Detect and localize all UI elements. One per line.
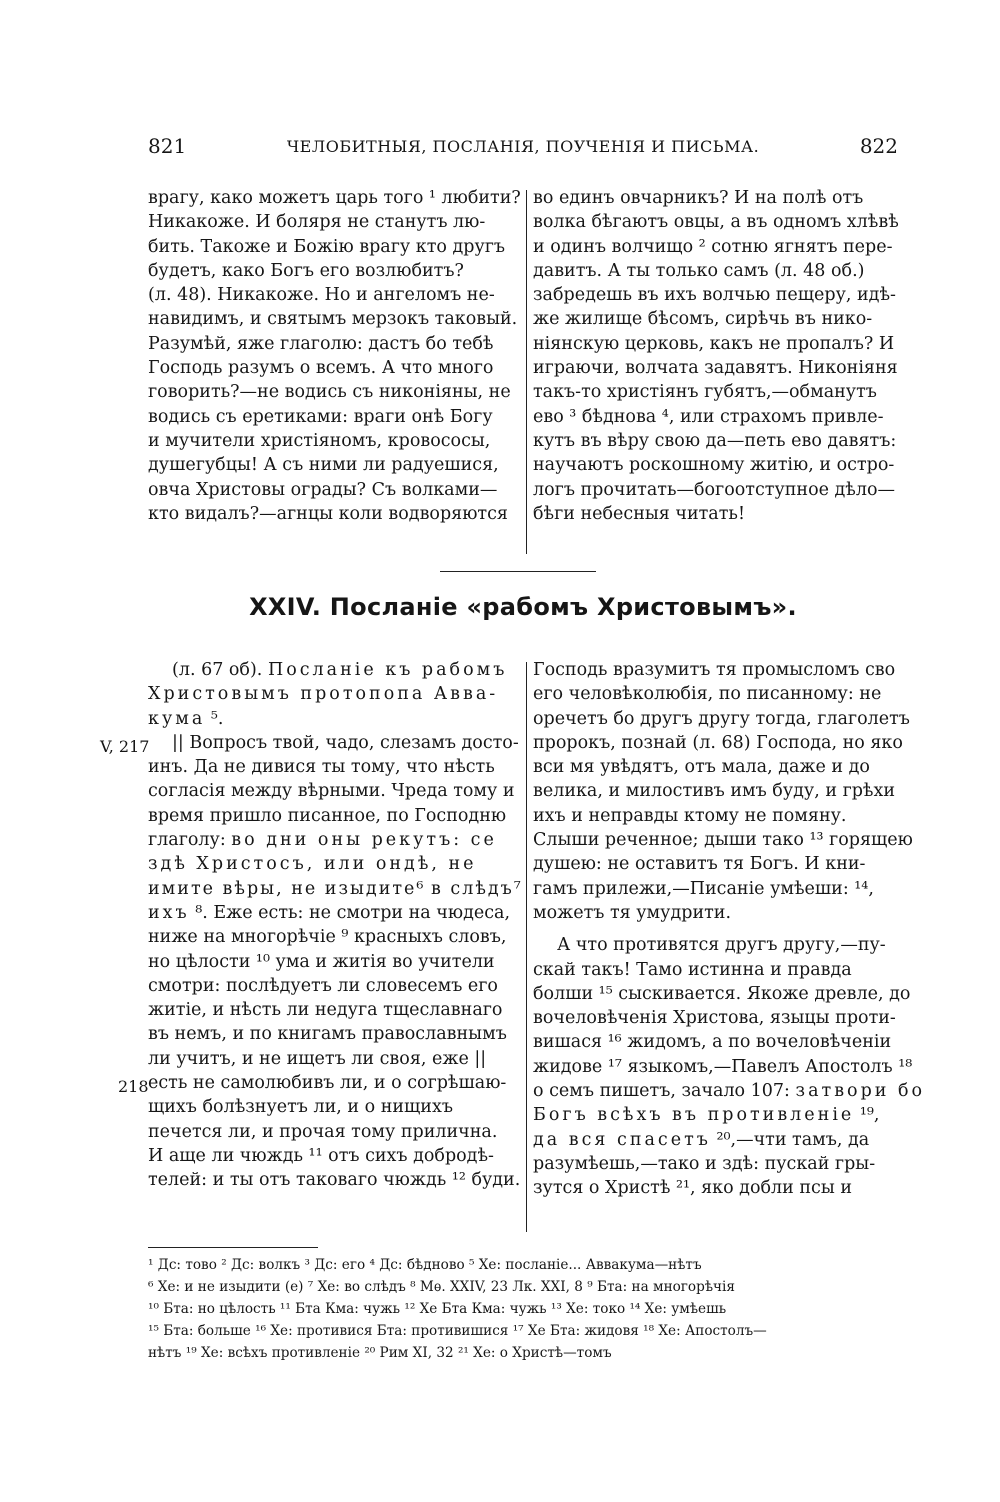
text-line: имите вѣры, не изыдите⁶ в слѣдъ⁷: [148, 878, 521, 899]
text-line: щихъ болѣзнуетъ ли, и о нищихъ: [148, 1097, 453, 1118]
text-line: А что противятся другъ другу,—пу-: [557, 935, 886, 956]
text-line: Разумѣй, яже глаголю: дастъ бо тебѣ: [148, 333, 494, 354]
text-line: играючи, волчата задавятъ. Никоніяня: [533, 358, 898, 379]
text-line: ихъ ⁸. Еже есть: не смотри на чюдеса,: [148, 902, 511, 923]
text-line: согласія между вѣрными. Чреда тому и: [148, 781, 515, 802]
text-line: душегубцы! А съ ними ли радуешися,: [148, 455, 499, 476]
text-line: его человѣколюбія, по писанному: не: [533, 684, 882, 705]
text-line: здѣ Христосъ, или ондѣ, не: [148, 854, 477, 875]
text-line: жидове ¹⁷ языкомъ,—Павелъ Апостолъ ¹⁸: [533, 1056, 913, 1077]
footnote-line: ⁶ Хе: и не изыдити (е) ⁷ Хе: во слѣдъ ⁸ Мѳ. XXIV, 23 Лк. XXI, 8 ⁹ Бта: на многорѣчія: [148, 1279, 735, 1295]
footnote-line: ¹⁰ Бта: но цѣлость ¹¹ Бта Кма: чужь ¹² Хе Бта Кма: чужь ¹³ Хе: токо ¹⁴ Хе: умѣешь: [148, 1301, 727, 1317]
text-line: но цѣлости ¹⁰ ума и житія во учители: [148, 951, 495, 972]
main-text-block: [148, 658, 926, 1233]
main-right-column: [533, 658, 926, 1201]
text-line: (л. 48). Никакоже. Но и ангеломъ не-: [148, 285, 495, 306]
text-line: пророкъ, познай (л. 68) Господа, но яко: [533, 732, 903, 753]
text-line: душею: не оставитъ тя Богъ. И кни-: [533, 854, 866, 875]
footnote-rule: [148, 1247, 318, 1248]
text-line: житіе, и нѣсть ли недуга тщеславнаго: [148, 1000, 503, 1021]
text-line: Христовымъ протопопа Авва-: [148, 684, 499, 705]
text-line: кутъ въ вѣру свою да—петь ево давятъ:: [533, 430, 897, 451]
text-line: можетъ тя умудрити.: [533, 902, 732, 923]
top-right-column: [533, 186, 898, 526]
text-line: Господь вразумитъ тя промысломъ сво: [533, 660, 896, 680]
text-line: ихъ и неправды ктому не помяну.: [533, 805, 847, 826]
footnote-line: ¹⁵ Бта: больше ¹⁶ Хе: противися Бта: противишися ¹⁷ Хе Бта: жидовя ¹⁸ Хе: Апостолъ—: [148, 1323, 767, 1339]
section-separator: [440, 571, 596, 572]
column-divider: [526, 662, 527, 1232]
section-title: XXIV. Посланіе «рабомъ Христовымъ».: [249, 593, 797, 621]
text-line: Никакоже. И боляря не станутъ лю-: [148, 212, 486, 233]
text-line: есть не самолюбивъ ли, и о согрѣшаю-: [148, 1073, 507, 1094]
text-line: научаютъ роскошному житію, и остро-: [533, 455, 895, 476]
text-line: въ немъ, и по книгамъ православнымъ: [148, 1024, 507, 1045]
text-line: и одинъ волчищо ² сотню ягнятъ пере-: [533, 236, 893, 257]
text-line: телей: и ты отъ таковаго чюждь ¹² буди.: [148, 1170, 521, 1191]
text-line: кто видалъ?—агнцы коли водворяются: [148, 503, 508, 524]
text-line: скай такъ! Тамо истинна и правда: [533, 959, 852, 980]
text-line: оречетъ бо другъ другу тогда, глаголетъ: [533, 708, 910, 729]
text-line: Богъ всѣхъ въ противленіе ¹⁹,: [533, 1105, 880, 1126]
text-line: забредешь въ ихъ волчью пещеру, идѣ-: [533, 285, 896, 306]
text-line: волка бѣгаютъ овцы, а въ одномъ хлѣвѣ: [533, 212, 899, 233]
text-line: бить. Такоже и Божію врагу кто другъ: [148, 236, 506, 257]
text-line: глаголу: во дни оны рекутъ: се: [148, 830, 497, 851]
text-line: болши ¹⁵ сыскивается. Якоже древле, до: [533, 983, 911, 1004]
text-line: ниже на многорѣчіе ⁹ красныхъ словъ,: [148, 927, 507, 948]
text-line: разумѣешь,—тако и здѣ: пускай гры-: [533, 1153, 876, 1174]
text-line: вси мя увѣдятъ, отъ мала, даже и до: [533, 757, 870, 778]
text-line: такъ-то христіянъ губятъ,—обманутъ: [533, 382, 877, 403]
text-line: Слыши реченное; дыши тако ¹³ горящею: [533, 830, 913, 851]
text-line: зутся о Христѣ ²¹, яко добли псы и: [533, 1178, 852, 1199]
text-line: о семъ пишетъ, зачало 107: затвори бо: [533, 1081, 926, 1102]
text-line: велика, и милостивъ имъ буду, и грѣхи: [533, 781, 896, 802]
text-line: ли учитъ, и не ищетъ ли своя, еже ||: [148, 1048, 487, 1069]
text-line: бѣги небесныя читать!: [533, 503, 745, 524]
text-line: давитъ. А ты только самъ (л. 48 об.): [533, 260, 865, 281]
main-left-column: [148, 658, 520, 1193]
text-line: кума ⁵.: [148, 708, 224, 729]
text-line: во единъ овчарникъ? И на полѣ отъ: [533, 188, 864, 208]
text-line: ево ³ бѣднова ⁴, или страхомъ привле-: [533, 406, 884, 427]
footnote-line: ¹ Дс: тово ² Дс: волкъ ³ Дс: его ⁴ Дс: бѣдново ⁵ Хе: посланіе... Аввакума—нѣтъ: [148, 1257, 702, 1273]
top-left-column: [148, 186, 520, 526]
text-line: врагу, како можетъ царь того ¹ любити?: [148, 188, 521, 208]
page-number-right: 822: [859, 134, 898, 158]
text-line: же жилище бѣсомъ, сирѣчь въ нико-: [533, 309, 873, 330]
text-line: (л. 67 об). Посланіе къ рабомъ: [172, 660, 508, 680]
margin-page-ref: 218: [118, 1077, 149, 1096]
page-number-left: 821: [148, 134, 187, 158]
text-line: печется ли, и прочая тому прилична.: [148, 1121, 498, 1142]
text-line: вишася ¹⁶ жидомъ, а по вочеловѣченіи: [533, 1032, 892, 1053]
text-line: будетъ, како Богъ его возлюбитъ?: [148, 260, 464, 281]
top-text-block: [148, 186, 898, 556]
text-line: навидимъ, и святымъ мерзокъ таковый.: [148, 309, 518, 330]
text-line: И аще ли чюждь ¹¹ отъ сихъ добродѣ-: [148, 1145, 494, 1166]
text-line: гамъ прилежи,—Писаніе умѣеши: ¹⁴,: [533, 878, 874, 899]
text-line: Господь разумъ о всемъ. А что много: [148, 358, 494, 379]
page-header: [148, 134, 898, 162]
text-line: и мучители христіяномъ, кровососы,: [148, 430, 491, 451]
paragraph-gap: [533, 925, 898, 933]
text-line: логъ прочитать—богоотступное дѣло—: [533, 479, 896, 500]
running-title: ЧЕЛОБИТНЫЯ, ПОСЛАНІЯ, ПОУЧЕНІЯ И ПИСЬМА.: [286, 137, 760, 156]
text-line: да вся спасетъ ²⁰,—чти тамъ, да: [533, 1129, 870, 1150]
text-line: ніянскую церковь, какъ не пропалъ? И: [533, 333, 895, 354]
footnotes: [148, 1254, 898, 1364]
text-line: овча Христовы ограды? Съ волками—: [148, 479, 498, 500]
text-line: смотри: послѣдуетъ ли словесемъ его: [148, 975, 498, 996]
text-line: вочеловѣченія Христова, языцы проти-: [533, 1008, 896, 1029]
text-line: инъ. Да не дивися ты тому, что нѣсть: [148, 757, 495, 778]
text-line: водись съ еретиками: враги онѣ Богу: [148, 406, 493, 427]
text-line: время пришло писанное, по Господню: [148, 805, 507, 826]
text-line: || Вопросъ твой, чадо, слезамъ досто-: [172, 732, 519, 753]
margin-volume-ref: V, 217: [100, 737, 150, 756]
text-line: говорить?—не водись съ никоніяны, не: [148, 382, 511, 403]
footnote-line: нѣтъ ¹⁹ Хе: всѣхъ противленіе ²⁰ Рим XI, 32 ²¹ Хе: о Христѣ—томъ: [148, 1345, 612, 1361]
column-divider: [526, 190, 527, 554]
